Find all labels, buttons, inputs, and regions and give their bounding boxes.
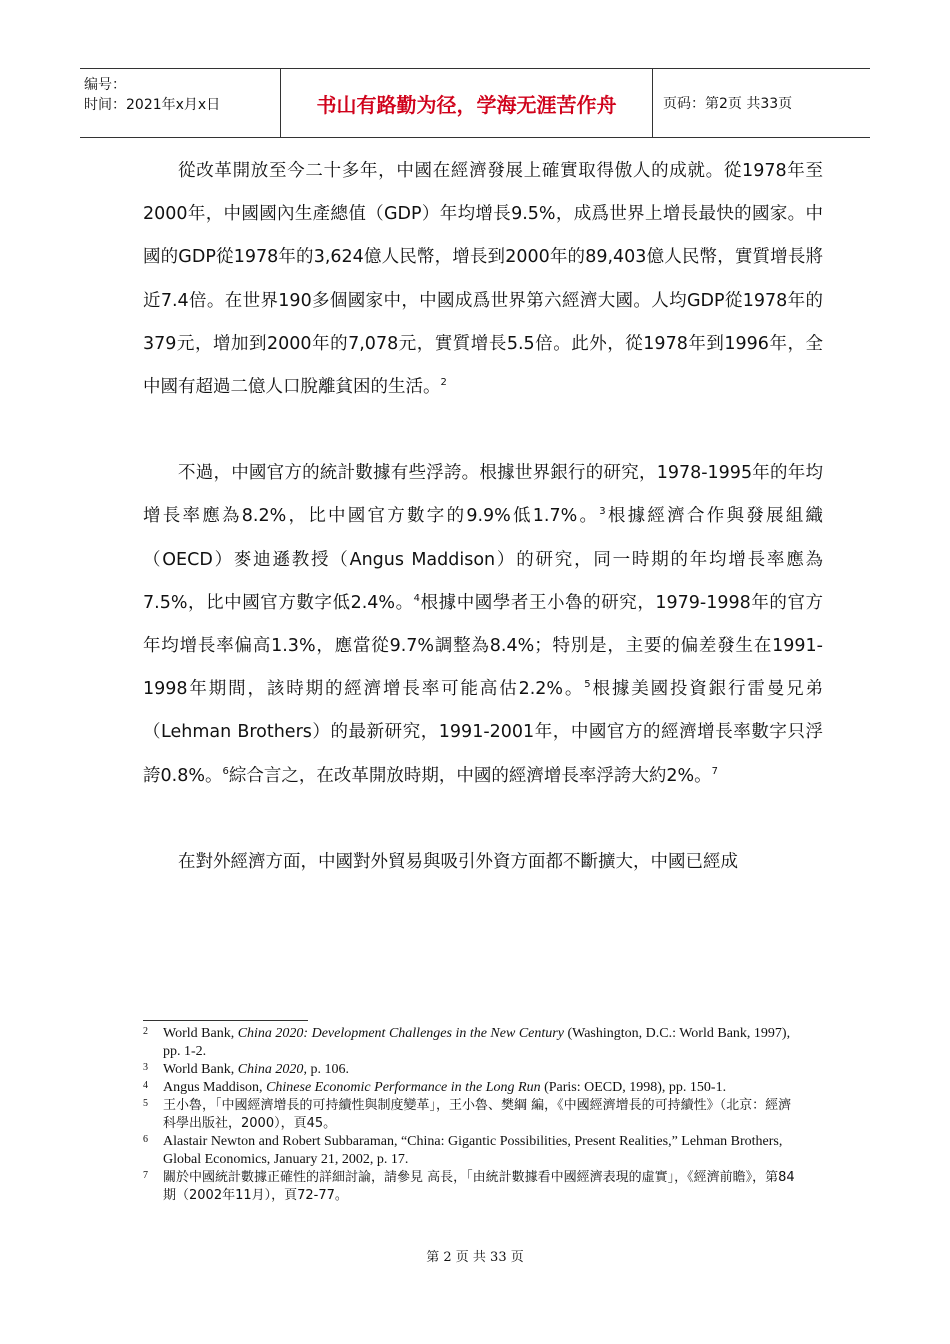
footnote-separator [143,1020,308,1021]
footnote-5 [143,1097,803,1133]
footnote-citation: , p. 106. [303,1062,349,1077]
paragraph-2-sentence-5: 綜合言之，在改革開放時期，中國的經濟增長率浮誇大約2%。 [228,765,712,786]
header-number-label: 编号： [84,77,126,93]
footnote-ref-2[interactable]: 2 [440,377,447,389]
footnote-4 [143,1079,803,1097]
footnote-7 [143,1169,803,1205]
footnote-citation: (Paris: OECD, 1998), pp. 150-1. [540,1080,727,1095]
footnote-ref-4[interactable]: 4 [413,593,421,604]
footnote-text: 王小魯，「中國經濟增長的可持續性與制度變革」，王小魯、樊綱 編，《中國經濟增長的可持續性》（北京：經濟科學出版社，2000），頁45。 [163,1098,792,1131]
footnote-citation: (Washington, D.C.: World Bank, 1997), pp. 1-2. [163,1026,791,1059]
paragraph-2-sentence-4: 根據美國投資銀行雷曼兄弟（Lehman Brothers）的最新研究，1991-2001年，中國官方的經濟增長率數字只浮誇0.8%。 [143,679,823,786]
paragraph-1 [143,150,823,409]
document-body [143,150,823,884]
footnote-text [163,1079,803,1097]
footnote-author: World Bank, [163,1062,238,1077]
paragraph-2-sentence-1: 不過，中國官方的統計數據有些浮誇。根據世界銀行的研究，1978-1995年的年均增長率應為8.2%，比中國官方數字的9.9%低1.7%。 [143,463,823,527]
footnote-ref-7[interactable]: 7 [711,765,718,777]
footnote-number: 5 [143,1098,148,1109]
footnote-number: 7 [143,1170,148,1181]
paragraph-3-text: 在對外經濟方面，中國對外貿易與吸引外資方面都不斷擴大，中國已經成 [178,851,738,872]
footnote-ref-6[interactable]: 6 [222,765,229,777]
footnote-number: 4 [143,1080,148,1091]
footnote-6 [143,1133,803,1169]
footnote-number: 3 [143,1062,148,1073]
footnote-2 [143,1025,803,1061]
page-footer-number: 第 2 页 共 33 页 [426,1250,524,1265]
paragraph-2 [143,452,823,798]
footnote-title: China 2020 [237,1062,304,1077]
footnote-text: 關於中國統計數據正確性的詳細討論，請參見 高長，「由統計數據看中國經濟表現的虛實」，《經濟前瞻》，第84期（2002年11月），頁72-77。 [163,1170,795,1203]
paragraph-3 [143,841,823,884]
paragraph-2-sentence-2: 根據經濟合作與發展組織（OECD）麥迪遜教授（Angus Maddison）的研究，同一時期的年均增長率應為7.5%，比中國官方數字低2.4%。 [143,506,823,613]
footnote-title: China 2020: Development Challenges in the New Century [237,1026,564,1041]
footnote-author: World Bank, [163,1026,238,1041]
footnote-ref-3[interactable]: 3 [599,506,606,518]
header-time-label: 时间：2021年x月x日 [84,97,221,113]
paragraph-2-sentence-3: 根據中國學者王小魯的研究，1979-1998年的官方年均增長率偏高1.3%，應當從9.7%調整為8.4%；特別是，主要的偏差發生在1991-1998年期間，該時期的經濟增長率可能高估2.2%。 [143,592,824,700]
header-meta [80,69,280,137]
footnote-number: 6 [143,1134,148,1145]
footnote-number: 2 [143,1026,148,1037]
footnote-3 [143,1061,803,1079]
footnote-ref-5[interactable]: 5 [584,679,591,691]
footnote-text: Alastair Newton and Robert Subbaraman, “China: Gigantic Possibilities, Present Realities,” Lehman Brothers, Global Economics, January 21, 2002, p. 17. [163,1134,783,1167]
footnote-text [163,1025,803,1061]
header-page-label: 页码：第2页 共33页 [663,96,793,112]
header-motto: 书山有路勤为径，学海无涯苦作舟 [280,69,653,137]
footnote-author: Angus Maddison, [163,1080,267,1095]
paragraph-1-text: 從改革開放至今二十多年，中國在經濟發展上確實取得傲人的成就。從1978年至2000年，中國國內生產總值（GDP）年均增長9.5%，成爲世界上增長最快的國家。中國的GDP從1978年的3,624億人民幣，增長到2000年的89,403億人民幣，實質增長將近7.4倍。在世界190多個國家中，中國成爲世界第六經濟大國。人均GDP從1978年的379元，增加到2000年的7,078元，實質增長5.5倍。此外，從1978年到1996年，全中國有超過二億人口脫離貧困的生活。 [143,161,823,398]
footnotes [143,1025,803,1205]
footnote-title: Chinese Economic Performance in the Long Run [266,1080,541,1095]
footnote-text [163,1061,803,1079]
page-header [80,68,870,138]
